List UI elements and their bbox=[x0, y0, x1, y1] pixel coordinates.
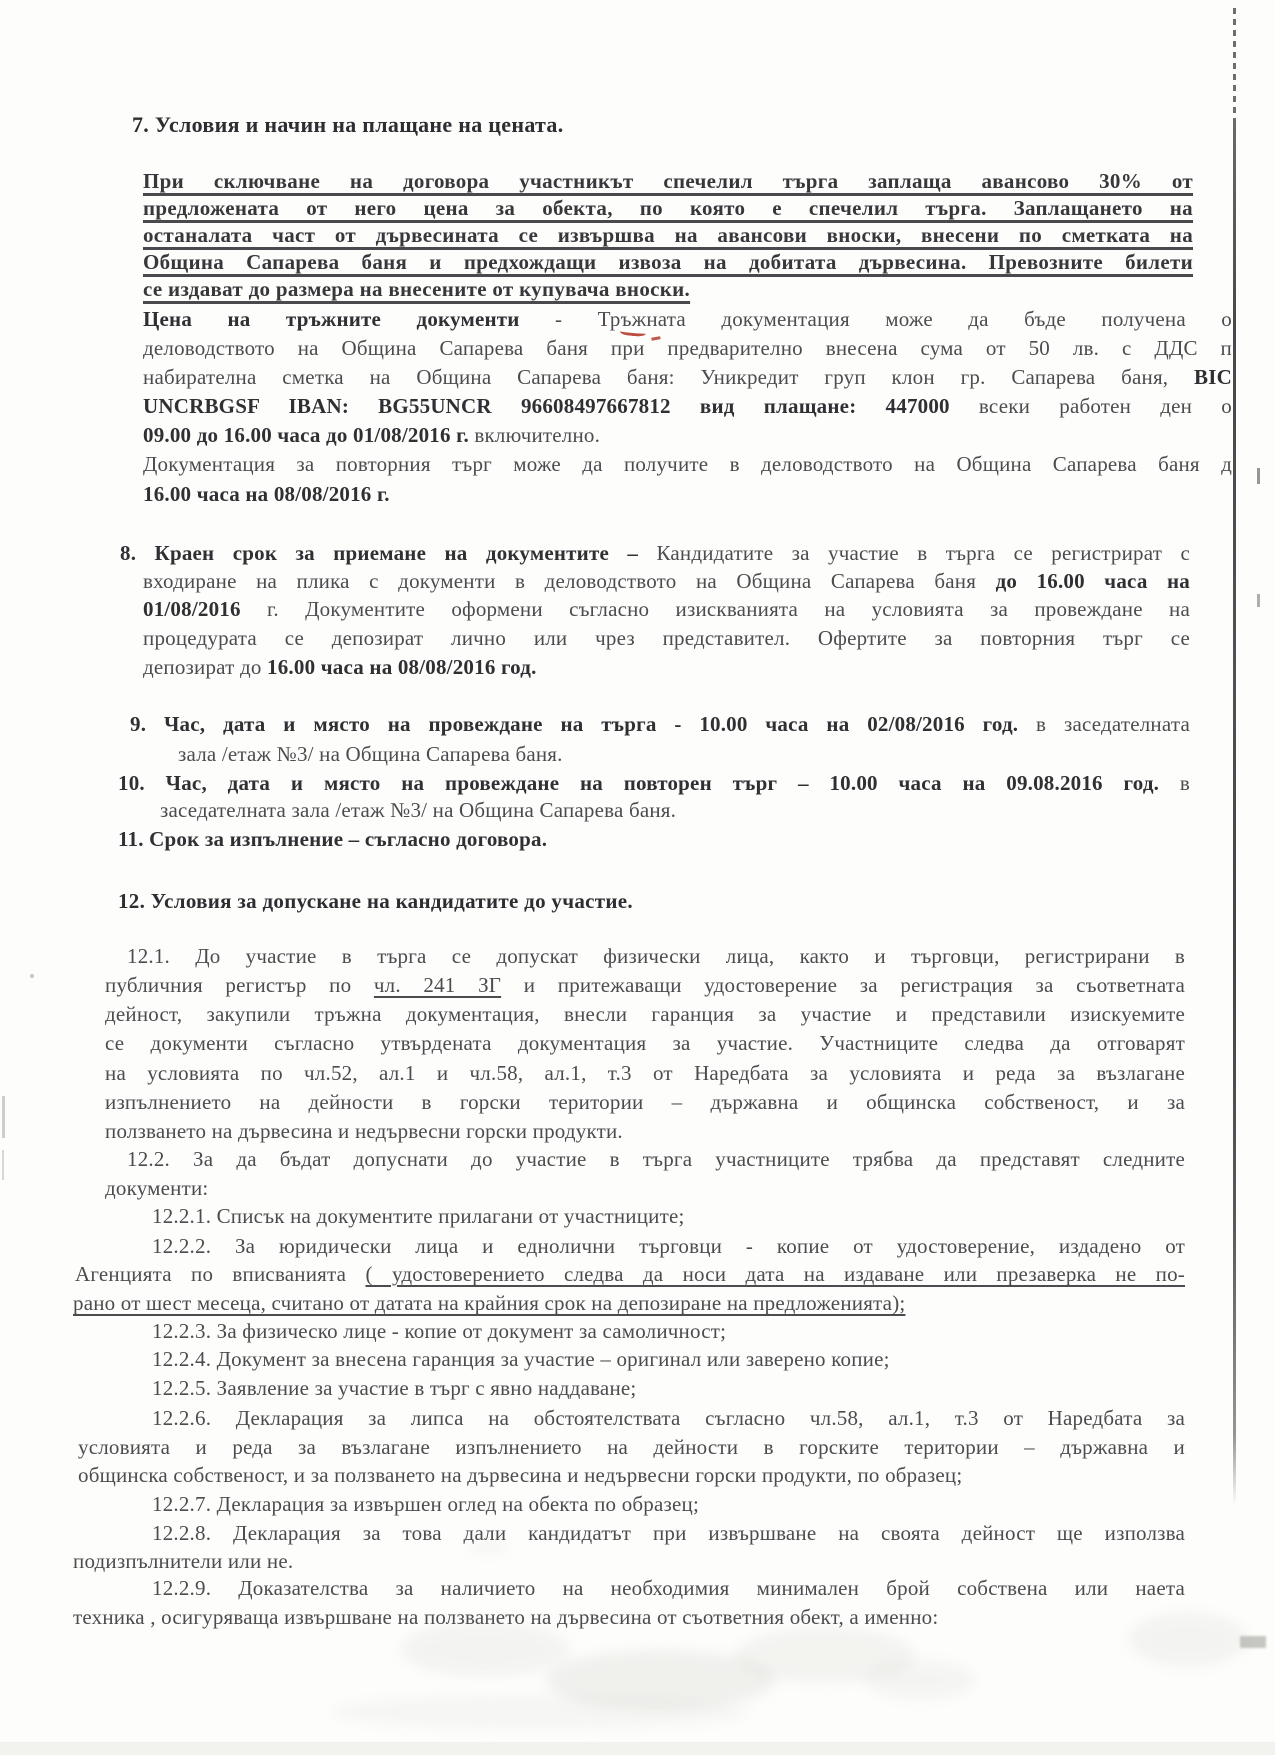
text-run: 12.2.5. Заявление за участие в търг с явно наддаване; bbox=[152, 1376, 637, 1400]
text-run: техника , осигуряваща извършване на ползването на дървесина от съответния обект, а именно: bbox=[73, 1605, 939, 1629]
list-item bbox=[152, 1575, 1185, 1601]
text-line bbox=[105, 972, 1185, 998]
scan-edge-line bbox=[1233, 120, 1236, 1505]
text-run: до 16.00 часа на bbox=[995, 569, 1191, 593]
scan-speck bbox=[1257, 468, 1260, 484]
text-line bbox=[143, 249, 1193, 275]
red-ink-mark bbox=[650, 331, 660, 340]
text-run: се документи съгласно утвърдената документация за участие. Участниците следва да отговарят bbox=[105, 1031, 1185, 1055]
text-run: - Тръжната документация може да бъде получена о bbox=[519, 307, 1232, 331]
list-item bbox=[152, 1405, 1185, 1431]
scan-speck bbox=[100, 225, 170, 345]
text-line bbox=[78, 1462, 962, 1488]
bleed-through-smudge bbox=[1128, 1612, 1248, 1667]
text-line bbox=[127, 943, 1185, 969]
text-run: 12.2.6. Декларация за липса на обстоятелствата съгласно чл.58, ал.1, т.3 от Наредбата за bbox=[152, 1406, 1185, 1430]
text-run: 12.2.8. Декларация за това дали кандидатът при извършване на своята дейност ще използва bbox=[152, 1521, 1185, 1545]
text-run: процедурата се депозират лично или чрез представител. Офертите за повторния търг се bbox=[143, 626, 1190, 650]
list-item bbox=[152, 1203, 685, 1229]
text-run: г. Документите оформени съгласно изискванията на условията за провеждане на bbox=[266, 597, 1190, 621]
text-line bbox=[105, 1089, 1185, 1115]
text-run: 12.2.1. Списък на документите прилагани от участниците; bbox=[152, 1204, 685, 1228]
text-run: изпълнението на дейности в горски територии – държавна и общинска собственост, и за bbox=[105, 1090, 1185, 1114]
text-run: зала /етаж №3/ на Община Сапарева баня. bbox=[178, 742, 563, 766]
list-item bbox=[152, 1491, 699, 1517]
text-run: документи: bbox=[105, 1176, 209, 1200]
text-run: набирателна сметка на Община Сапарева баня: Уникредит груп клон гр. Сапарева баня, bbox=[143, 365, 1195, 389]
scan-speck bbox=[2, 1096, 5, 1138]
list-item bbox=[152, 1375, 636, 1401]
list-item bbox=[152, 1520, 1185, 1546]
text-line bbox=[143, 306, 1232, 332]
text-run: ползването на дървесина и недървесни горски продукти. bbox=[105, 1119, 623, 1143]
list-item bbox=[152, 1318, 726, 1344]
text-run: общинска собственост, и за ползването на дървесина и недървесни горски продукти, по образец; bbox=[78, 1463, 963, 1487]
text-run: Документация за повторния търг може да получите в деловодството на Община Сапарева баня д bbox=[143, 452, 1232, 476]
text-line bbox=[143, 422, 600, 448]
text-run: в заседателната bbox=[1018, 712, 1191, 736]
text-line bbox=[73, 1548, 293, 1574]
section-7-heading: 7. Условия и начин на плащане на цената. bbox=[132, 112, 564, 137]
text-run: и притежаващи удостоверение за регистрация за съответната bbox=[501, 973, 1185, 997]
text-run: 12.2.2. За юридически лица и еднолични търговци - копие от удостоверение, издадено от bbox=[152, 1234, 1185, 1258]
text-run: 12.2.9. Доказателства за наличието на необходимия минимален брой собствена или наета bbox=[152, 1576, 1185, 1600]
text-run: публичния регистър по bbox=[105, 973, 374, 997]
section-10-line bbox=[118, 770, 1190, 796]
text-run: 01/08/2016 bbox=[143, 597, 267, 621]
text-line bbox=[143, 335, 1232, 361]
text-run: условията и реда за възлагане изпълнението на дейности в горските територии – държавна и bbox=[78, 1435, 1185, 1459]
text-run: При сключване на договора участникът спечелил търга заплаща авансово 30% от bbox=[143, 169, 1193, 193]
text-run: на условията по чл.52, ал.1 и чл.58, ал.1, т.3 от Наредбата за условията и реда за възлагане bbox=[105, 1061, 1185, 1085]
text-run: Цена на тръжните документи bbox=[143, 307, 520, 331]
scan-edge-line bbox=[1233, 8, 1236, 120]
text-line bbox=[143, 451, 1232, 477]
text-line bbox=[143, 276, 690, 302]
text-run: 16.00 часа на 08/08/2016 год. bbox=[267, 655, 537, 679]
text-run: включително. bbox=[468, 423, 601, 447]
text-run: 9. Час, дата и място на провеждане на търга - 10.00 часа на 02/08/2016 год. bbox=[130, 712, 1019, 736]
text-run: Кандидатите за участие в търга се регистрират с bbox=[656, 541, 1190, 565]
text-line bbox=[143, 364, 1232, 390]
text-run: рано от шест месеца, считано от датата на крайния срок на депозиране на предложенията); bbox=[73, 1291, 906, 1315]
text-run: Агенцията по вписванията bbox=[75, 1262, 366, 1286]
section-8-line bbox=[120, 540, 1190, 566]
text-run: предложената от него цена за обекта, по която е спечелил търга. Заплащането на bbox=[143, 196, 1193, 220]
text-line bbox=[178, 741, 563, 767]
text-line bbox=[73, 1290, 905, 1316]
text-line bbox=[160, 797, 676, 823]
text-line bbox=[105, 1175, 208, 1201]
bleed-through-smudge bbox=[865, 1660, 975, 1700]
text-run: 12.2. За да бъдат допуснати до участие в търга участниците трябва да представят следните bbox=[127, 1147, 1185, 1171]
text-run: 16.00 часа на 08/08/2016 г. bbox=[143, 482, 390, 506]
section-12-heading: 12. Условия за допускане на кандидатите до участие. bbox=[118, 889, 633, 913]
list-item bbox=[152, 1346, 890, 1372]
text-run: BIC bbox=[1194, 365, 1232, 389]
text-run: останалата част от дървесината се извършва на авансови вноски, внесени по сметката на bbox=[143, 223, 1193, 247]
scan-speck bbox=[30, 974, 34, 978]
text-line bbox=[143, 393, 1232, 419]
page-bottom-edge bbox=[0, 1742, 1275, 1755]
text-line bbox=[143, 654, 537, 680]
text-run: 11. Срок за изпълнение – съгласно договора. bbox=[118, 827, 548, 851]
text-run: 12.2.7. Декларация за извършен оглед на обекта по образец; bbox=[152, 1492, 699, 1516]
text-run: 12.2.3. За физическо лице - копие от документ за самоличност; bbox=[152, 1319, 727, 1343]
text-line bbox=[105, 1118, 623, 1144]
text-run: Община Сапарева баня и предхождащи извоза на добитата дървесина. Превозните билети bbox=[143, 250, 1193, 274]
text-run: входиране на плика с документи в деловодството на Община Сапарева баня bbox=[143, 569, 996, 593]
text-line bbox=[143, 625, 1190, 651]
text-line bbox=[143, 195, 1193, 221]
text-line bbox=[143, 222, 1193, 248]
text-run: всеки работен ден о bbox=[949, 394, 1232, 418]
text-line bbox=[105, 1001, 1185, 1027]
text-run: 12.1. До участие в търга се допускат физически лица, както и търговци, регистрирани в bbox=[127, 944, 1185, 968]
text-line bbox=[78, 1434, 1185, 1460]
text-line bbox=[105, 1030, 1185, 1056]
scan-speck bbox=[1257, 594, 1260, 607]
section-11-line bbox=[118, 826, 547, 852]
text-line bbox=[143, 568, 1190, 594]
text-run: депозират до bbox=[143, 655, 268, 679]
bleed-through-smudge bbox=[330, 1695, 750, 1729]
list-item bbox=[152, 1233, 1185, 1259]
text-line bbox=[143, 481, 390, 507]
text-run: дейност, закупили тръжна документация, внесли гаранция за участие и представили изискуемите bbox=[105, 1002, 1185, 1026]
text-run: в bbox=[1159, 771, 1190, 795]
bleed-through-smudge bbox=[400, 1622, 570, 1677]
text-run: 10. Час, дата и място на провеждане на повторен търг – 10.00 часа на 09.08.2016 год. bbox=[118, 771, 1160, 795]
text-run: се издават до размера на внесените от купувача вноски. bbox=[143, 277, 691, 301]
text-run: ( удостоверението следва да носи дата на издаване или презаверка не по- bbox=[365, 1262, 1185, 1286]
text-run: 12.2.4. Документ за внесена гаранция за участие – оригинал или заверено копие; bbox=[152, 1347, 890, 1371]
section-9-line bbox=[130, 711, 1190, 737]
text-run: заседателната зала /етаж №3/ на Община Сапарева баня. bbox=[160, 798, 677, 822]
text-line bbox=[75, 1261, 1185, 1287]
text-run: UNCRBGSF IBAN: BG55UNCR 96608497667812 вид плащане: 447000 bbox=[143, 394, 950, 418]
text-run: деловодството на Община Сапарева баня при предварително внесена сума от 50 лв. с ДДС п bbox=[143, 336, 1232, 360]
bleed-through-smudge bbox=[468, 1540, 508, 1554]
text-run: подизпълнители или не. bbox=[73, 1549, 294, 1573]
text-run: чл. 241 ЗГ bbox=[373, 973, 502, 997]
text-run: 09.00 до 16.00 часа до 01/08/2016 г. bbox=[143, 423, 469, 447]
text-line bbox=[105, 1060, 1185, 1086]
text-line bbox=[127, 1146, 1185, 1172]
scan-speck bbox=[2, 1150, 4, 1180]
text-run: 8. Краен срок за приемане на документите – bbox=[120, 541, 657, 565]
text-line bbox=[143, 596, 1190, 622]
text-line bbox=[143, 168, 1193, 194]
